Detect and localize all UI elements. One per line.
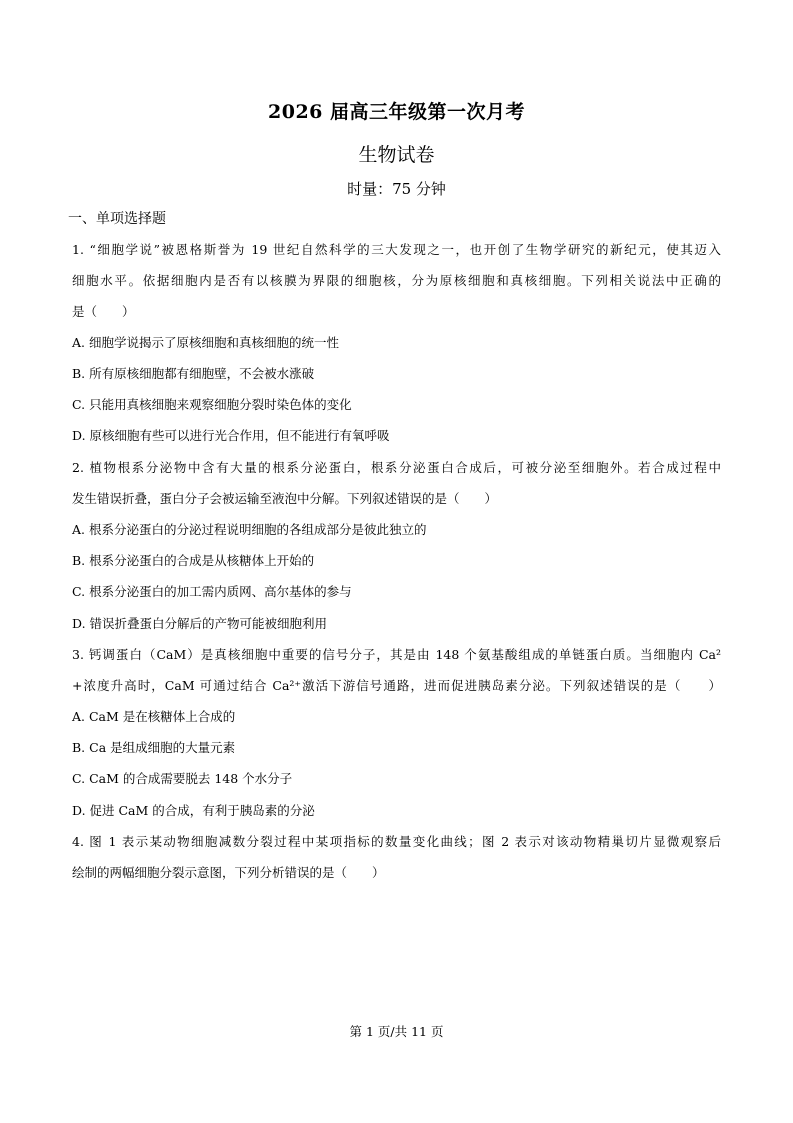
question-4-text-line-1: 4. 图 1 表示某动物细胞减数分裂过程中某项指标的数量变化曲线；图 2 表示对该动物精巢切片显微观察后 (72, 834, 721, 849)
question-3-text-line-1: 3. 钙调蛋白（CaM）是真核细胞中重要的信号分子，其是由 148 个氨基酸组成的单链蛋白质。当细胞内 Ca² (72, 647, 721, 662)
page-footer: 第 1 页/共 11 页 (349, 1024, 444, 1039)
question-2-option-c: C. 根系分泌蛋白的加工需内质网、高尔基体的参与 (72, 584, 352, 599)
time-limit: 时量：75 分钟 (347, 180, 446, 198)
question-3-option-d: D. 促进 CaM 的合成，有利于胰岛素的分泌 (72, 803, 315, 818)
question-3-option-c: C. CaM 的合成需要脱去 148 个水分子 (72, 771, 293, 786)
question-2-text-line-2: 发生错误折叠，蛋白分子会被运输至液泡中分解。下列叙述错误的是（ ） (72, 491, 498, 506)
question-3-option-a: A. CaM 是在核糖体上合成的 (72, 709, 236, 724)
subject-title: 生物试卷 (358, 144, 435, 166)
question-3-option-b: B. Ca 是组成细胞的大量元素 (72, 740, 236, 755)
exam-title: 2026 届高三年级第一次月考 (268, 101, 525, 123)
question-2-option-a: A. 根系分泌蛋白的分泌过程说明细胞的各组成部分是彼此独立的 (72, 522, 427, 537)
question-2-option-b: B. 根系分泌蛋白的合成是从核糖体上开始的 (72, 553, 315, 568)
question-1-text-line-2: 细胞水平。依据细胞内是否有以核膜为界限的细胞核，分为原核细胞和真核细胞。下列相关说法中正确的 (72, 273, 721, 288)
question-4-text-line-2: 绘制的两幅细胞分裂示意图，下列分析错误的是（ ） (72, 865, 385, 880)
question-1-option-a: A. 细胞学说揭示了原核细胞和真核细胞的统一性 (72, 335, 339, 350)
question-2-text-line-1: 2. 植物根系分泌物中含有大量的根系分泌蛋白，根系分泌蛋白合成后，可被分泌至细胞外。若合成过程中 (72, 460, 721, 475)
question-1-option-d: D. 原核细胞有些可以进行光合作用，但不能进行有氧呼吸 (72, 428, 390, 443)
question-1-option-b: B. 所有原核细胞都有细胞壁，不会被水涨破 (72, 366, 315, 381)
question-3-text-line-2: +浓度升高时，CaM 可通过结合 Ca²⁺激活下游信号通路，进而促进胰岛素分泌。下列叙述错误的是（ ） (72, 678, 721, 693)
question-2-option-d: D. 错误折叠蛋白分解后的产物可能被细胞利用 (72, 616, 328, 631)
question-1-text-line-1: 1. “细胞学说”被恩格斯誉为 19 世纪自然科学的三大发现之一，也开创了生物学研究的新纪元，使其迈入 (72, 242, 721, 257)
question-1-option-c: C. 只能用真核细胞来观察细胞分裂时染色体的变化 (72, 397, 352, 412)
section-heading: 一、单项选择题 (68, 211, 166, 227)
question-1-text-line-3: 是（ ） (72, 304, 135, 319)
